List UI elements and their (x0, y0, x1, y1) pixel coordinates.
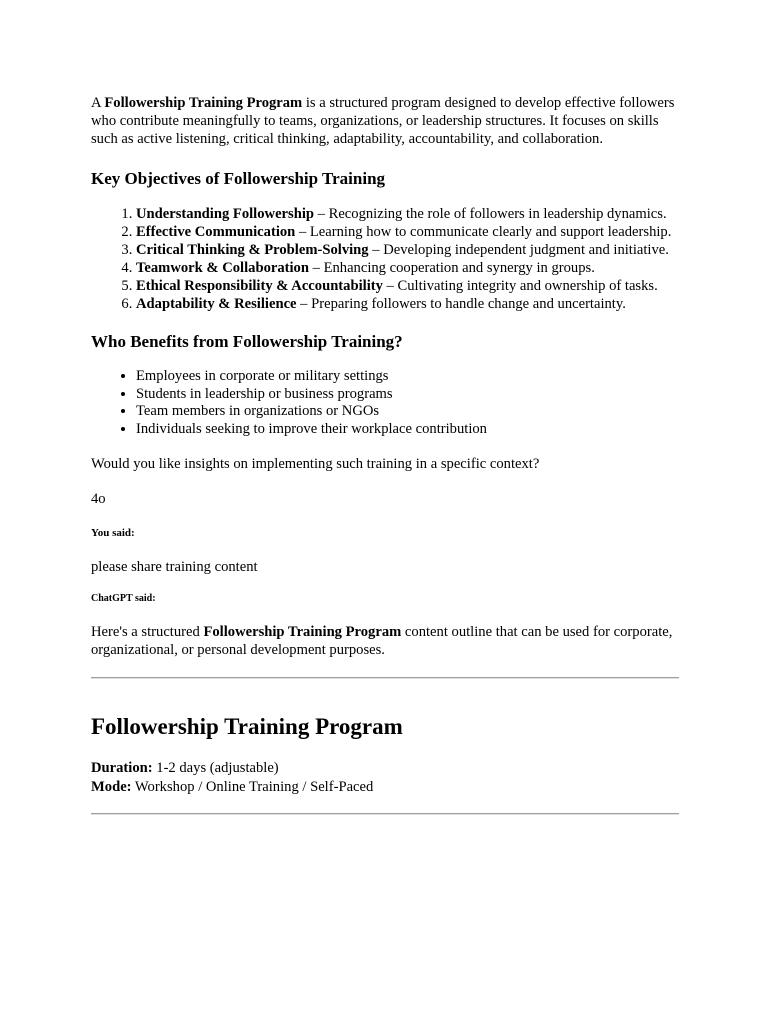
list-item (136, 259, 681, 277)
objective-title: Teamwork & Collaboration (136, 260, 309, 276)
user-message: please share training content (91, 559, 258, 576)
duration-line (91, 759, 681, 778)
intro-prefix: A (91, 95, 105, 111)
benefits-heading: Who Benefits from Followership Training? (91, 332, 403, 351)
mode-label: Mode: (91, 779, 132, 796)
list-item (136, 241, 681, 259)
response-prefix: Here's a structured (91, 624, 204, 641)
list-item: • Students in leadership or business programs (136, 386, 681, 404)
intro-program-name: Followership Training Program (104, 95, 303, 111)
list-item (136, 223, 681, 241)
list-item (136, 277, 681, 295)
objective-title: Ethical Responsibility & Accountability (136, 278, 383, 294)
model-label: 4o (91, 491, 106, 508)
list-item: • Employees in corporate or military settings (136, 368, 681, 386)
objective-title: Adaptability & Resilience (136, 296, 297, 312)
objectives-list (91, 205, 681, 313)
mode-value: Workshop / Online Training / Self-Paced (131, 779, 374, 796)
response-paragraph (91, 623, 681, 659)
objective-title: Effective Communication (136, 224, 296, 240)
duration-label: Duration: (91, 760, 153, 777)
program-title: Followership Training Program (91, 714, 403, 740)
list-item (136, 205, 681, 223)
intro-paragraph (91, 94, 681, 148)
program-meta (91, 759, 681, 797)
response-suffix: content outline that can be used for corporate, organizational, or personal development purposes. (91, 624, 673, 659)
objective-text: – Cultivating integrity and ownership of tasks. (382, 278, 658, 294)
you-said-label: You said: (91, 527, 135, 540)
duration-value: 1-2 days (adjustable) (152, 760, 279, 777)
objective-text: – Developing independent judgment and initiative. (368, 242, 669, 258)
benefits-list (91, 368, 681, 438)
objective-text: – Enhancing cooperation and synergy in groups. (308, 260, 595, 276)
objective-text: – Recognizing the role of followers in leadership dynamics. (314, 206, 667, 222)
list-item (136, 295, 681, 313)
chatgpt-said-label: ChatGPT said: (91, 593, 156, 605)
objective-text: – Learning how to communicate clearly and support leadership. (295, 224, 672, 240)
section-divider (91, 813, 679, 815)
list-item: • Team members in organizations or NGOs (136, 403, 681, 421)
response-program-name: Followership Training Program (203, 624, 402, 641)
objectives-heading: Key Objectives of Followership Training (91, 169, 386, 188)
list-item: • Individuals seeking to improve their workplace contribution (136, 421, 681, 439)
objective-title: Understanding Followership (136, 206, 314, 222)
mode-line (91, 778, 681, 797)
objective-text: – Preparing followers to handle change and uncertainty. (296, 296, 626, 312)
document-page (91, 94, 681, 815)
follow-up-question: Would you like insights on implementing such training in a specific context? (91, 456, 540, 473)
objective-title: Critical Thinking & Problem-Solving (136, 242, 369, 258)
intro-suffix: is a structured program designed to develop effective followers who contribute meaningfully to teams, organizations, or leadership structures. It focuses on skills such as active listening, critical thinking, adaptability, accountability, and collaboration. (91, 95, 675, 147)
section-divider (91, 677, 679, 679)
